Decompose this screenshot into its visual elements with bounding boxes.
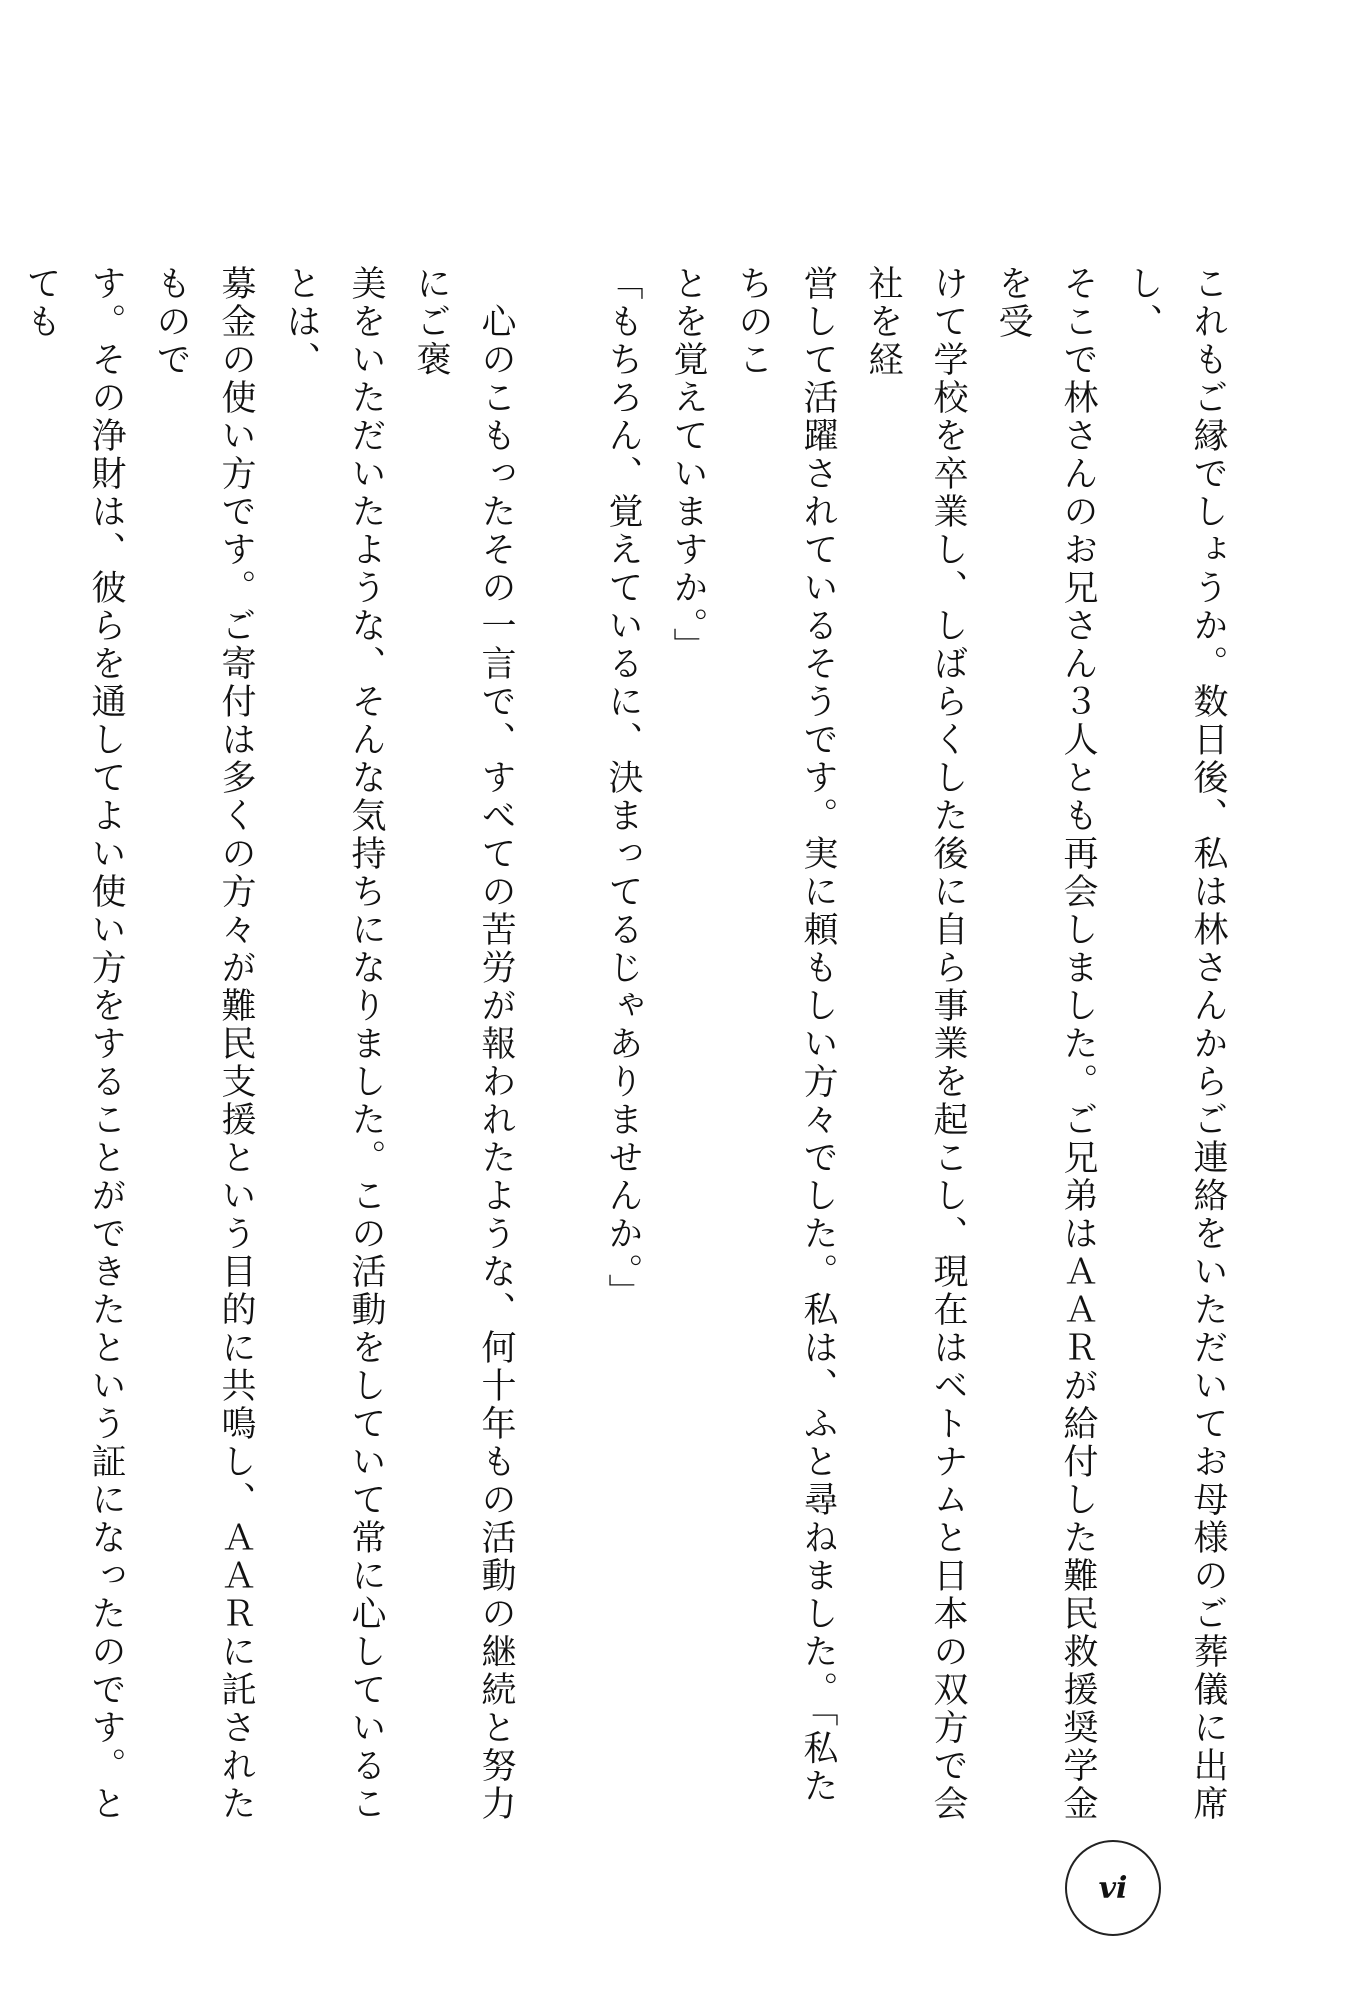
paragraph-3 bbox=[0, 265, 528, 1825]
text-line: 美をいただいたような、そんな気持ちになりました。この活動をしていて常に心していることは、 bbox=[281, 265, 386, 1823]
text-line: 営して活躍されているそうです。実に頼もしい方々でした。私は、ふと尋ねました。「私たちのこ bbox=[733, 265, 838, 1806]
text-line: 募金の使い方です。ご寄付は多くの方々が難民支援という目的に共鳴し、ＡＡＲに託されたもので bbox=[151, 265, 256, 1823]
text-line: 心のこもったその一言で、すべての苦労が報われたような、何十年もの活動の継続と努力にご褒 bbox=[411, 265, 516, 1823]
text-line: これもご縁でしょうか。数日後、私は林さんからご連絡をいただいてお母様のご葬儀に出席し、 bbox=[1123, 265, 1228, 1823]
text-line: そこで林さんのお兄さん３人とも再会しました。ご兄弟はＡＡＲが給付した難民救援奨学金を受 bbox=[993, 265, 1098, 1823]
page-number: vi bbox=[1098, 1870, 1128, 1906]
text-line: 「もちろん、覚えているに、決まってるじゃありませんか。」 bbox=[603, 265, 643, 1312]
paragraph-2-quote bbox=[590, 265, 655, 1825]
paragraph-1 bbox=[655, 265, 1240, 1825]
vertical-text-body bbox=[0, 265, 1240, 1825]
text-line: す。その浄財は、彼らを通してよい使い方をすることができたという証になったのです。とても bbox=[21, 265, 126, 1823]
page-number-badge bbox=[1065, 1840, 1161, 1936]
text-line bbox=[0, 265, 8, 1825]
text-line: けて学校を卒業し、しばらくした後に自ら事業を起こし、現在はベトナムと日本の双方で会社を経 bbox=[863, 265, 968, 1823]
text-line: とを覚えていますか。」 bbox=[668, 265, 708, 666]
